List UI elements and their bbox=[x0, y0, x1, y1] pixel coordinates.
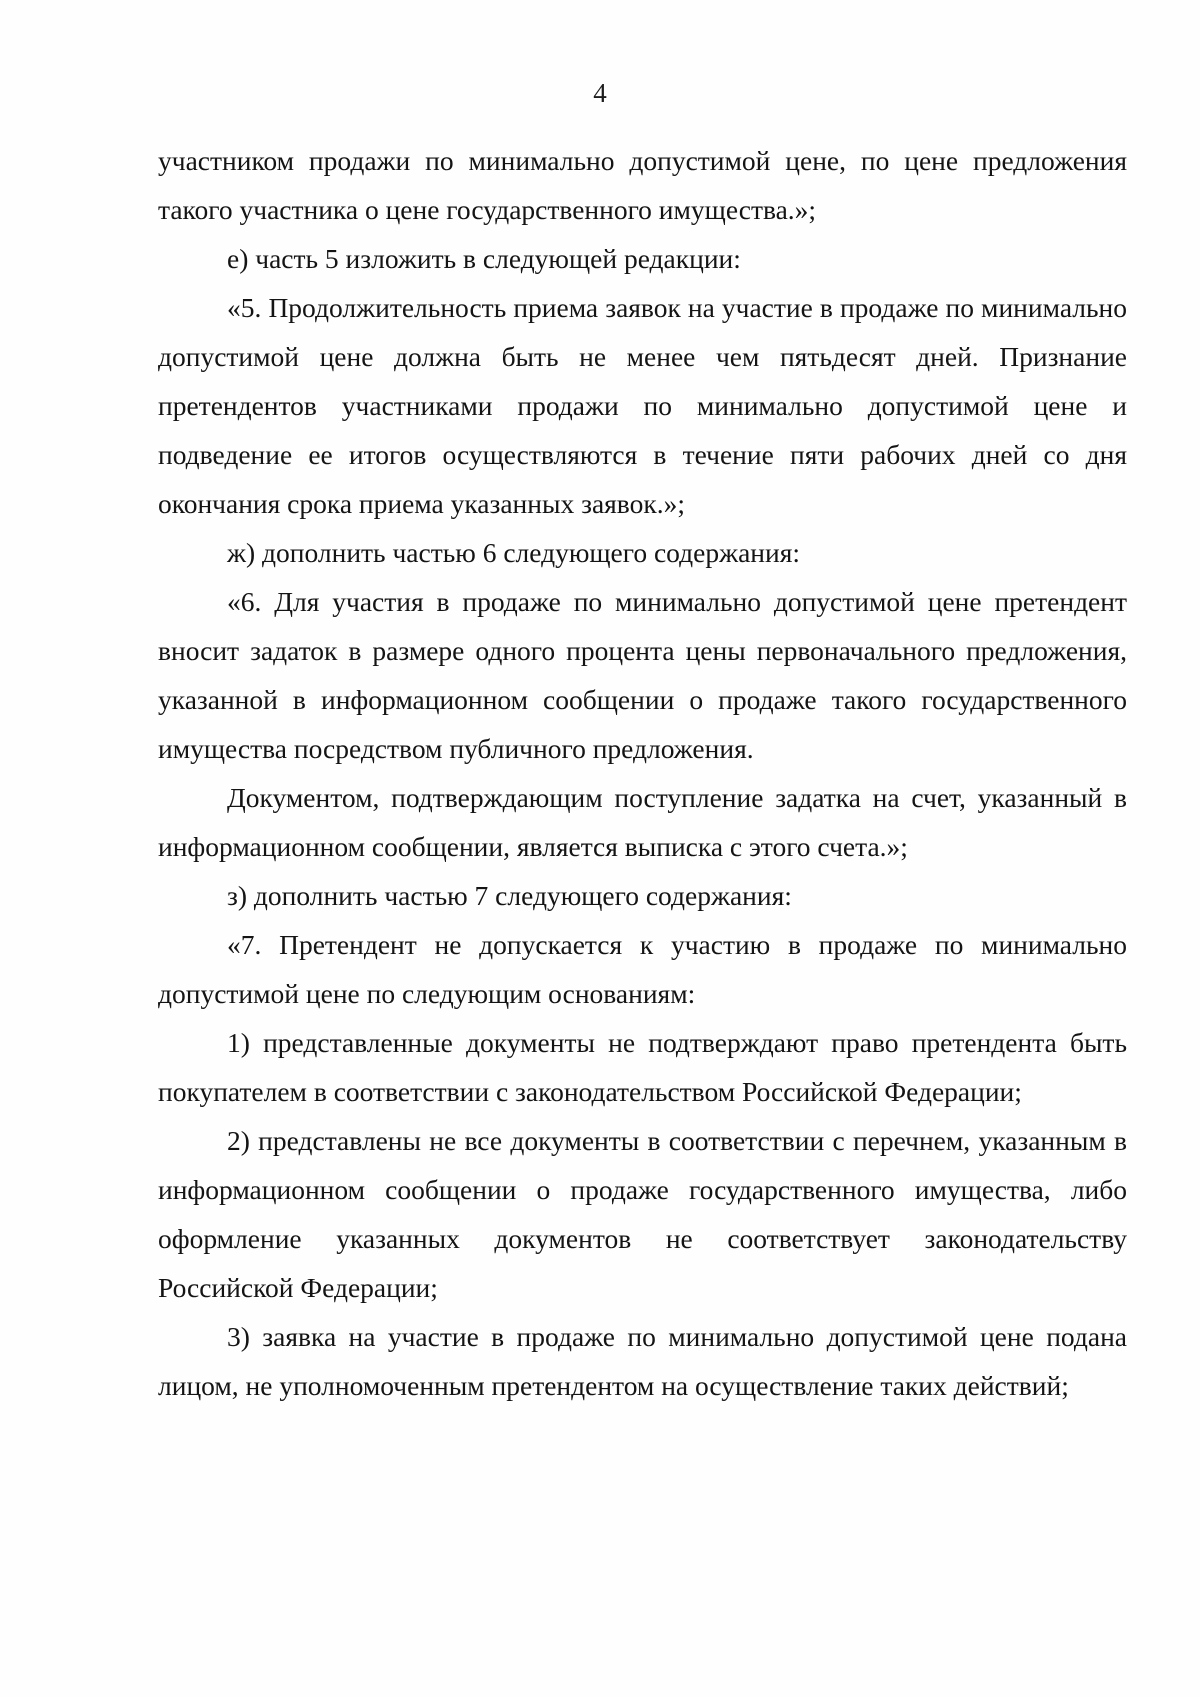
page-number: 4 bbox=[593, 78, 607, 108]
paragraph-part-5: «5. Продолжительность приема заявок на участие в продаже по минимально допустимой цене должна быть не менее чем пятьдесят дней. Признание претендентов участниками продажи по минимально допустимой цене и подведение ее итогов осуществляются в течение пяти рабочих дней со дня окончания срока приема указанных заявок.»; bbox=[158, 292, 1127, 519]
paragraph-item-zh: ж) дополнить частью 6 следующего содержания: bbox=[227, 537, 801, 568]
paragraph-part-6: «6. Для участия в продаже по минимально допустимой цене претендент вносит задаток в размере одного процента цены первоначального предложения, указанной в информационном сообщении о продаже такого государственного имущества посредством публичного предложения. bbox=[158, 586, 1127, 764]
paragraph-continuation: участником продажи по минимально допустимой цене, по цене предложения такого участника о цене государственного имущества.»; bbox=[158, 145, 1127, 225]
paragraph-ground-2: 2) представлены не все документы в соответствии с перечнем, указанным в информационном сообщении о продаже государственного имущества, либо оформление указанных документов не соответствует законодательству Российской Федерации; bbox=[158, 1125, 1127, 1303]
document-body bbox=[158, 136, 1127, 1410]
paragraph-item-e: е) часть 5 изложить в следующей редакции: bbox=[227, 243, 741, 274]
paragraph-ground-1: 1) представленные документы не подтверждают право претендента быть покупателем в соответствии с законодательством Российской Федерации; bbox=[158, 1027, 1127, 1107]
paragraph-ground-3: 3) заявка на участие в продаже по минимально допустимой цене подана лицом, не уполномоченным претендентом на осуществление таких действий; bbox=[158, 1321, 1127, 1401]
paragraph-part-6-document: Документом, подтверждающим поступление задатка на счет, указанный в информационном сообщении, является выписка с этого счета.»; bbox=[158, 782, 1127, 862]
paragraph-item-z: з) дополнить частью 7 следующего содержания: bbox=[227, 880, 792, 911]
paragraph-part-7: «7. Претендент не допускается к участию в продаже по минимально допустимой цене по следующим основаниям: bbox=[158, 929, 1127, 1009]
